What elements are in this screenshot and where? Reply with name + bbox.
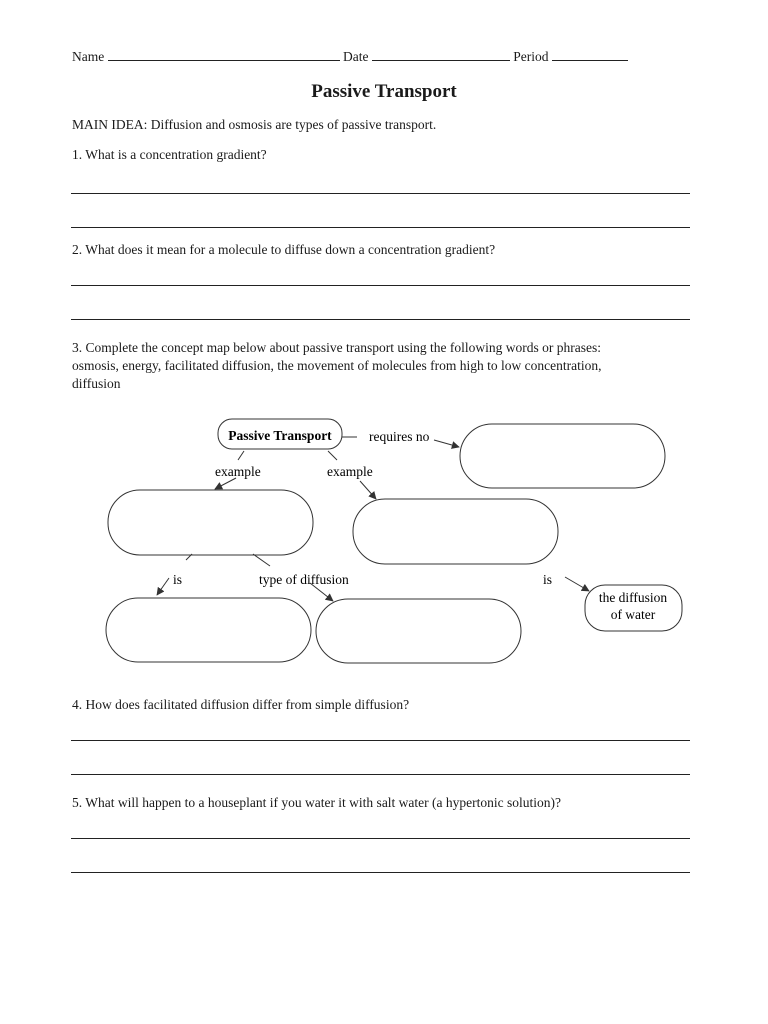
question-2: 2. What does it mean for a molecule to diffuse down a concentration gradient? [72,242,496,257]
answer-box-example-left[interactable] [108,490,313,555]
arrow-is-left [157,578,169,595]
page-title: Passive Transport [311,81,457,102]
answer-box-is-left[interactable] [106,598,311,662]
water-node-line-2: of water [610,607,656,622]
question-5: 5. What will happen to a houseplant if you water it with salt water (a hypertonic solution)? [72,795,561,810]
arrow-example-right [360,481,376,499]
answer-box-example-right[interactable] [353,499,558,564]
label-is-left: is [173,572,183,587]
arrow-is-right [565,577,589,591]
main-idea: MAIN IDEA: Diffusion and osmosis are types of passive transport. [72,117,437,132]
question-3-line-1: 3. Complete the concept map below about passive transport using the following words or phrases: [72,340,602,355]
water-node-line-1: the diffusion [598,590,668,605]
answer-line-4a[interactable] [71,740,690,741]
connector-root-example-left [238,451,244,460]
root-node-label: Passive Transport [228,428,332,443]
date-label: Date [342,49,369,64]
answer-line-5a[interactable] [71,838,690,839]
question-3-line-2: osmosis, energy, facilitated diffusion, the movement of molecules from high to low concentration, [72,358,602,373]
question-4: 4. How does facilitated diffusion differ from simple diffusion? [72,697,410,712]
label-is-right: is [543,572,553,587]
answer-box-requires-no[interactable] [460,424,665,488]
question-3-line-3: diffusion [72,376,121,391]
name-label: Name [72,49,105,64]
label-requires-no: requires no [369,429,430,444]
connector-type-of-diffusion [253,554,270,566]
arrow-requires-no [434,440,459,447]
connector-root-example-right [328,451,337,460]
label-example-left: example [215,464,261,479]
period-label: Period [513,49,549,64]
label-type-of-diffusion: type of diffusion [259,572,349,587]
question-1: 1. What is a concentration gradient? [72,147,267,162]
answer-line-5b[interactable] [71,872,690,873]
answer-line-4b[interactable] [71,774,690,775]
answer-box-type-of-diffusion[interactable] [316,599,521,663]
label-example-right: example [327,464,373,479]
arrow-example-left [215,478,236,489]
